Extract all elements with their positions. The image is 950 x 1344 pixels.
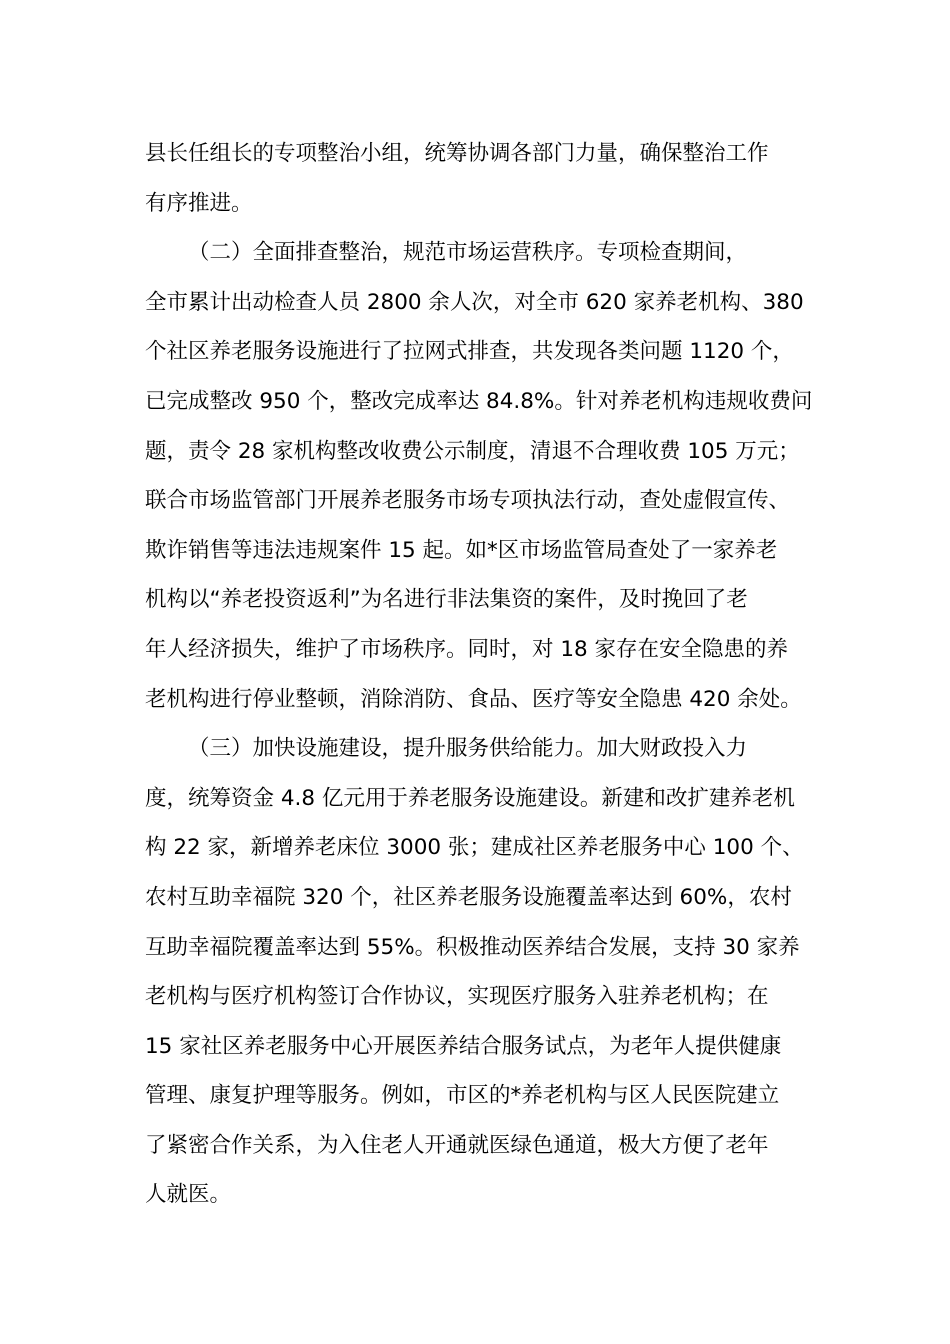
text-line: 个社区养老服务设施进行了拉网式排查，共发现各类问题 1120 个， <box>145 339 794 365</box>
text-line: 农村互助幸福院 320 个，社区养老服务设施覆盖率达到 60%，农村 <box>145 884 792 910</box>
text-line: 了紧密合作关系，为入住老人开通就医绿色通道，极大方便了老年 <box>145 1132 769 1158</box>
text-line: 构 22 家，新增养老床位 3000 张；建成社区养老服务中心 100 个、 <box>145 835 804 861</box>
text-line: 度，统筹资金 4.8 亿元用于养老服务设施建设。新建和改扩建养老机 <box>145 785 795 811</box>
text-line: 年人经济损失，维护了市场秩序。同时，对 18 家存在安全隐患的养 <box>145 636 789 662</box>
paragraph-continued <box>145 129 825 228</box>
body-text <box>145 129 825 1220</box>
text-line: 15 家社区养老服务中心开展医养结合服务试点，为老年人提供健康 <box>145 1033 782 1059</box>
paragraph-facility-construction <box>145 724 825 1220</box>
text-line: 联合市场监管部门开展养老服务市场专项执法行动，查处虚假宣传、 <box>145 488 791 514</box>
text-line: 县长任组长的专项整治小组，统筹协调各部门力量，确保整治工作 <box>145 141 769 166</box>
text-line: 管理、康复护理等服务。例如，市区的*养老机构与区人民医院建立 <box>145 1083 780 1109</box>
text-line: 人就医。 <box>145 1182 232 1208</box>
text-line: 题，责令 28 家机构整改收费公示制度，清退不合理收费 105 万元； <box>145 438 800 464</box>
text-line: 已完成整改 950 个，整改完成率达 84.8%。针对养老机构违规收费问 <box>145 388 813 414</box>
text-line: 老机构与医疗机构签订合作协议，实现医疗服务入驻养老机构；在 <box>145 984 769 1010</box>
text-line: 有序推进。 <box>145 190 253 216</box>
text-line: （二）全面排查整治，规范市场运营秩序。专项检查期间， <box>188 240 748 266</box>
text-line: 机构以“养老投资返利”为名进行非法集资的案件，及时挽回了老 <box>145 587 748 613</box>
text-line: （三）加快设施建设，提升服务供给能力。加大财政投入力 <box>188 736 748 762</box>
text-line: 全市累计出动检查人员 2800 余人次，对全市 620 家养老机构、380 <box>145 289 804 315</box>
paragraph-market-inspection <box>145 228 825 724</box>
text-line: 欺诈销售等违法违规案件 15 起。如*区市场监管局查处了一家养老 <box>145 537 778 563</box>
text-line: 互助幸福院覆盖率达到 55%。积极推动医养结合发展，支持 30 家养 <box>145 934 800 960</box>
text-line: 老机构进行停业整顿，消除消防、食品、医疗等安全隐患 420 余处。 <box>145 686 802 712</box>
